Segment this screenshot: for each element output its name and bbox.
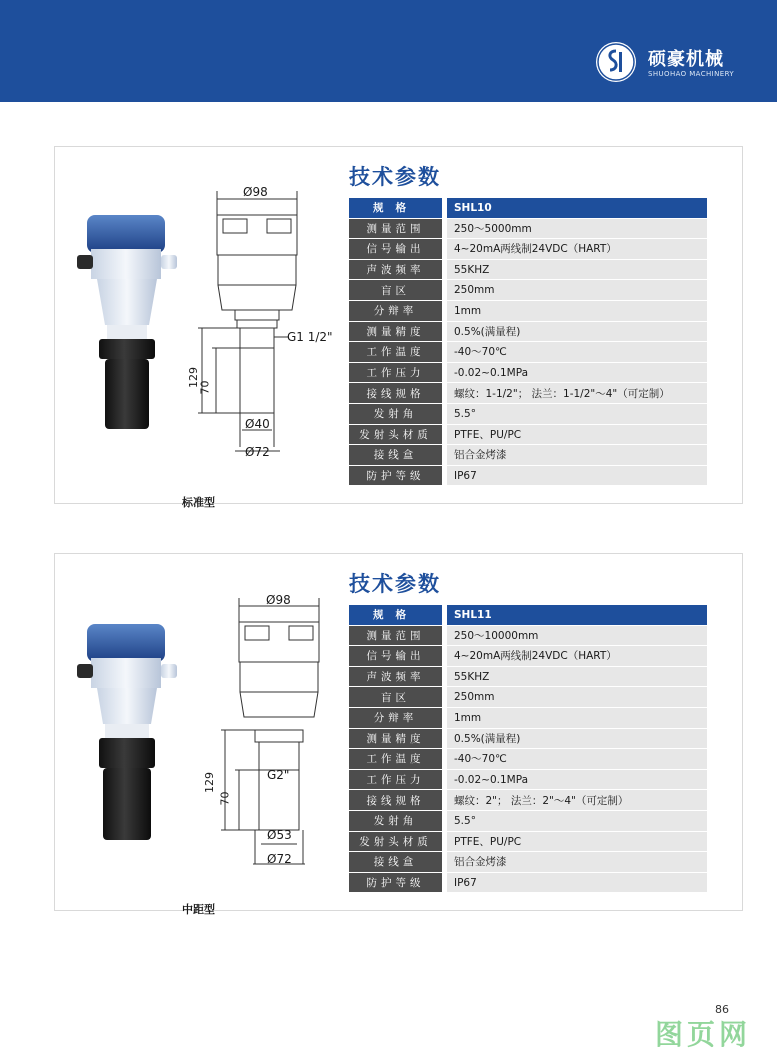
spec-row [349,832,707,852]
spec-key: 发射头材质 [349,832,442,852]
product-photo-sensor-icon [77,215,179,435]
spec-value: 5.5° [447,811,707,831]
dim-base-diameter: Ø72 [245,445,270,459]
dim-height-total: 129 [187,367,200,388]
spec-row [349,770,707,790]
spec-row [349,363,707,383]
spec-key: 声波频率 [349,260,442,280]
spec-table [349,197,707,486]
spec-value: PTFE、PU/PC [447,425,707,445]
spec-row [349,342,707,362]
spec-value: IP67 [447,873,707,893]
spec-row [349,425,707,445]
spec-key: 工作温度 [349,749,442,769]
dim-height-lower: 70 [198,380,212,395]
spec-value: 5.5° [447,404,707,424]
product-panel-standard [54,146,743,509]
spec-value: 55KHZ [447,260,707,280]
spec-row [349,445,707,465]
spec-value: 4~20mA两线制24VDC（HART） [447,239,707,259]
spec-value: 螺纹：1-1/2"； 法兰：1-1/2"～4"（可定制） [447,383,707,403]
spec-key: 分辩率 [349,301,442,321]
spec-value: IP67 [447,466,707,486]
spec-value: SHL10 [447,198,707,218]
dim-top-diameter: Ø98 [266,593,291,607]
spec-row [349,322,707,342]
spec-key: 信号输出 [349,239,442,259]
spec-row [349,749,707,769]
spec-row [349,383,707,403]
spec-value: 铝合金烤漆 [447,445,707,465]
spec-row [349,626,707,646]
spec-value: -0.02~0.1MPa [447,770,707,790]
dim-height-total: 129 [203,772,216,793]
spec-value: PTFE、PU/PC [447,832,707,852]
spec-value: 4~20mA两线制24VDC（HART） [447,646,707,666]
spec-row [349,404,707,424]
dim-height-lower: 70 [218,791,232,806]
spec-value: 铝合金烤漆 [447,852,707,872]
spec-row [349,852,707,872]
spec-key: 测量精度 [349,729,442,749]
spec-row [349,239,707,259]
dim-top-diameter: Ø98 [243,185,268,199]
spec-key: 接线盒 [349,852,442,872]
dim-mid-diameter: Ø53 [267,828,292,842]
spec-value: 0.5%(满量程) [447,729,707,749]
spec-key: 声波频率 [349,667,442,687]
spec-row [349,687,707,707]
spec-header-row [349,605,707,625]
spec-key: 分辩率 [349,708,442,728]
spec-row [349,646,707,666]
spec-key: 工作温度 [349,342,442,362]
page-number: 86 [715,1003,729,1016]
spec-key: 接线规格 [349,383,442,403]
dim-base-diameter: Ø72 [267,852,292,866]
spec-value: 250～10000mm [447,626,707,646]
spec-key: 盲区 [349,687,442,707]
spec-value: 1mm [447,708,707,728]
product-photo-sensor-icon [75,624,179,846]
section-title: 技术参数 [349,165,441,189]
spec-key: 发射角 [349,404,442,424]
product-caption: 标准型 [182,496,215,509]
page-header [0,0,777,102]
product-caption: 中距型 [182,903,215,916]
spec-value: 250～5000mm [447,219,707,239]
spec-value: 250mm [447,687,707,707]
spec-key: 信号输出 [349,646,442,666]
spec-key: 防护等级 [349,466,442,486]
spec-value: SHL11 [447,605,707,625]
spec-key: 发射角 [349,811,442,831]
spec-key: 测量精度 [349,322,442,342]
dim-thread: G1 1/2" [287,330,333,344]
brand-name-en: SHUOHAO MACHINERY [648,70,735,78]
section-title: 技术参数 [349,572,441,596]
spec-key: 防护等级 [349,873,442,893]
spec-value: 55KHZ [447,667,707,687]
spec-key: 接线盒 [349,445,442,465]
spec-row [349,280,707,300]
spec-key: 测量范围 [349,626,442,646]
spec-header-row [349,198,707,218]
spec-key: 接线规格 [349,790,442,810]
spec-value: -40～70℃ [447,342,707,362]
spec-key: 规格 [349,198,442,218]
dim-thread: G2" [267,768,290,782]
spec-row [349,790,707,810]
spec-value: 0.5%(满量程) [447,322,707,342]
spec-key: 工作压力 [349,363,442,383]
spec-row [349,466,707,486]
product-panel-medium [54,553,743,916]
spec-row [349,260,707,280]
spec-key: 工作压力 [349,770,442,790]
brand-logo [596,42,636,82]
spec-row [349,811,707,831]
spec-key: 测量范围 [349,219,442,239]
spec-key: 发射头材质 [349,425,442,445]
spec-value: 250mm [447,280,707,300]
brand-name-cn: 硕豪机械 [648,49,724,70]
spec-row [349,873,707,893]
spec-key: 盲区 [349,280,442,300]
spec-value: -40～70℃ [447,749,707,769]
spec-row [349,219,707,239]
spec-value: 1mm [447,301,707,321]
spec-row [349,708,707,728]
spec-value: -0.02~0.1MPa [447,363,707,383]
spec-table [349,604,707,893]
logo-mark-icon [596,42,636,82]
spec-row [349,667,707,687]
watermark: 图页网 [655,1018,752,1051]
spec-key: 规格 [349,605,442,625]
spec-value: 螺纹：2"； 法兰：2"～4"（可定制） [447,790,707,810]
dim-mid-diameter: Ø40 [245,417,270,431]
spec-row [349,729,707,749]
spec-row [349,301,707,321]
